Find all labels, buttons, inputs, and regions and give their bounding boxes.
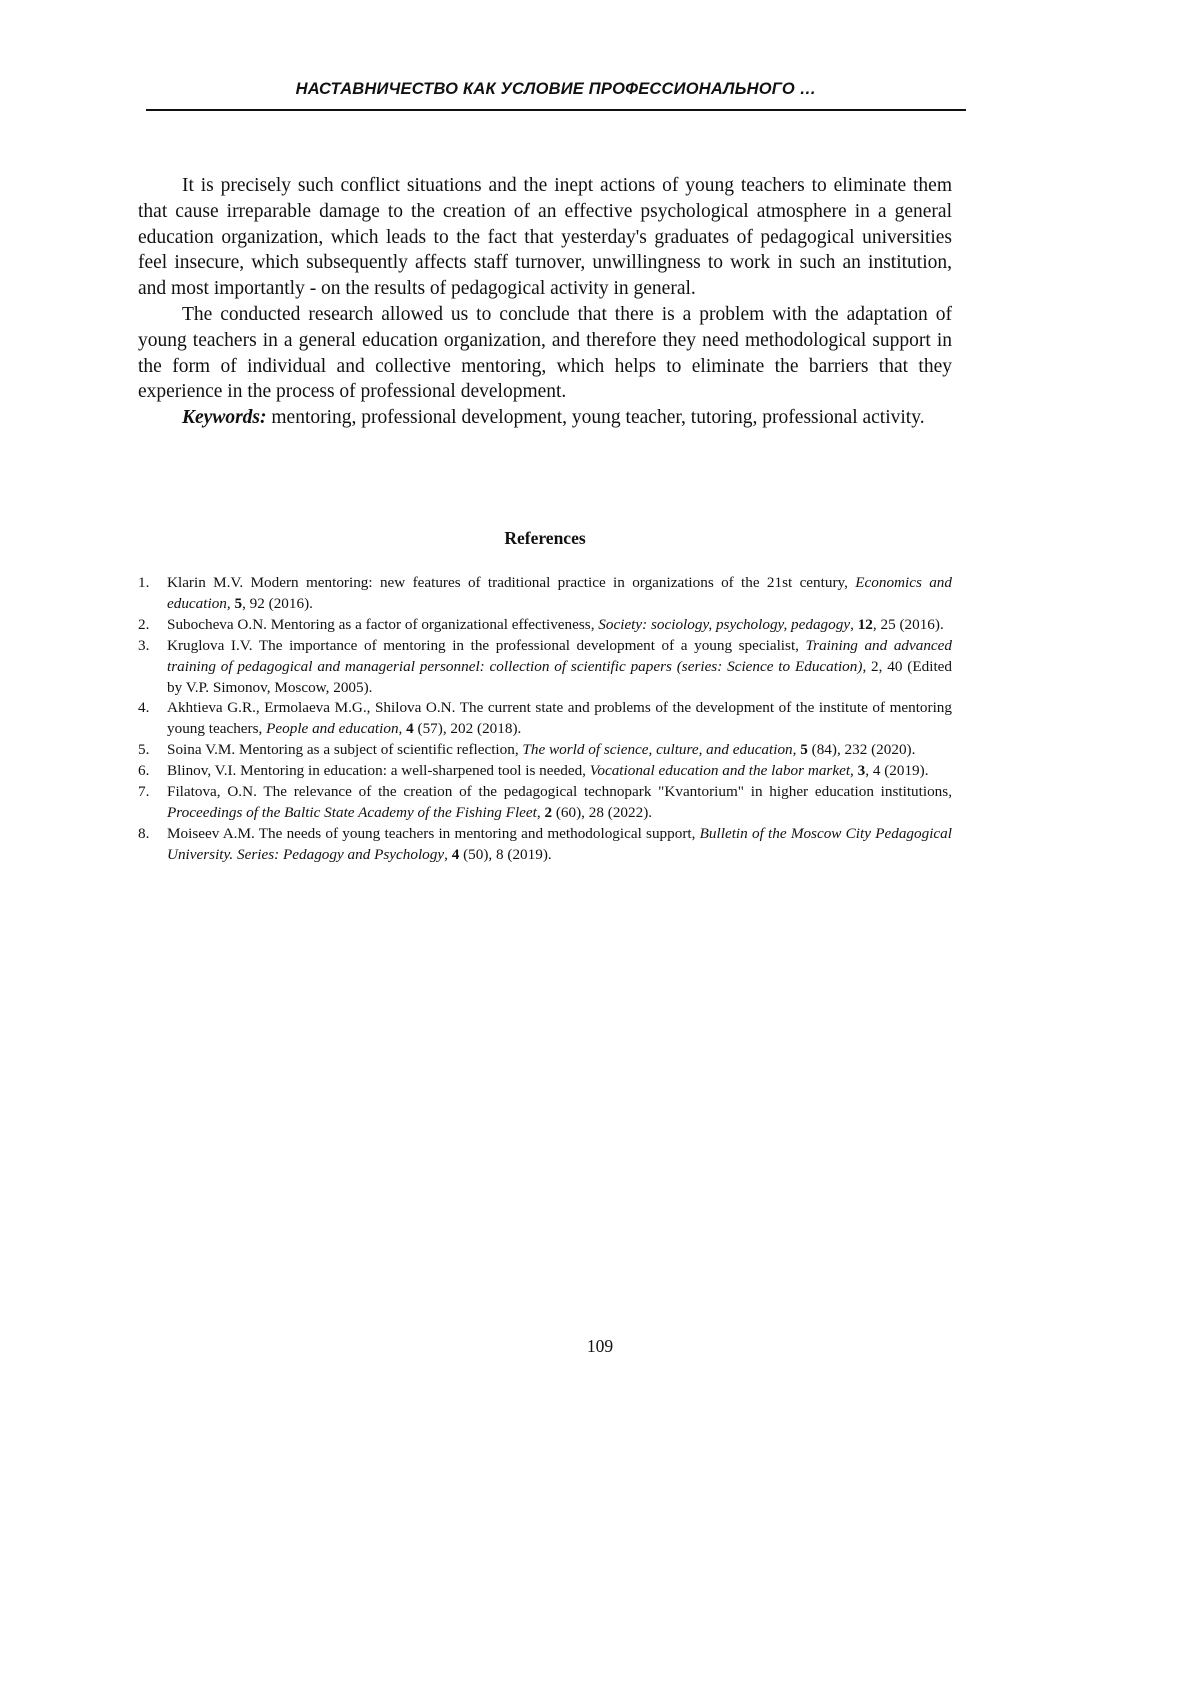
reference-journal: People and education, bbox=[266, 720, 402, 737]
body-paragraph-1: It is precisely such conflict situations and the inept actions of young teachers to eliminate them that cause irreparable damage to the creation of an effective psychological atmosphere in a general education organization, which leads to the fact that yesterday's graduates of pedagogical universities feel insecure, which subsequently affects staff turnover, unwillingness to work in such an institution, and most importantly - on the results of pedagogical activity in general. bbox=[138, 173, 952, 302]
reference-volume: 2 bbox=[544, 804, 552, 821]
reference-item bbox=[138, 740, 952, 761]
reference-number: 3. bbox=[138, 636, 149, 657]
reference-volume: 3 bbox=[858, 762, 866, 779]
reference-separator: , bbox=[227, 595, 235, 612]
reference-volume: 5 bbox=[234, 595, 242, 612]
reference-item bbox=[138, 636, 952, 699]
reference-journal: Training and advanced training of pedagogical and managerial personnel: collection of scientific papers (series: Science to Education) bbox=[167, 637, 952, 675]
reference-authors-title: Soina V.M. Mentoring as a subject of scientific reflection, bbox=[167, 741, 522, 758]
header-divider bbox=[146, 109, 966, 111]
reference-details: , 92 (2016). bbox=[242, 595, 313, 612]
reference-volume: 5 bbox=[800, 741, 808, 758]
reference-item bbox=[138, 615, 952, 636]
reference-journal: The world of science, culture, and education, bbox=[522, 741, 796, 758]
reference-authors-title: Subocheva O.N. Mentoring as a factor of organizational effectiveness, bbox=[167, 616, 598, 633]
reference-details: , 2, 40 (Edited by V.P. Simonov, Moscow, 2005). bbox=[167, 658, 952, 696]
reference-details: , 4 (2019). bbox=[865, 762, 928, 779]
reference-number: 8. bbox=[138, 824, 149, 845]
reference-details: (57), 202 (2018). bbox=[414, 720, 522, 737]
reference-item bbox=[138, 698, 952, 740]
keywords-label: Keywords: bbox=[182, 407, 267, 428]
reference-number: 5. bbox=[138, 740, 149, 761]
reference-item bbox=[138, 573, 952, 615]
article-body bbox=[138, 173, 952, 431]
reference-journal: Economics and education bbox=[167, 574, 952, 612]
body-paragraph-2: The conducted research allowed us to conclude that there is a problem with the adaptation of young teachers in a general education organization, and therefore they need methodological support in the form of individual and collective mentoring, which helps to eliminate the barriers that they experience in the process of professional development. bbox=[138, 302, 952, 405]
references-list bbox=[138, 573, 952, 866]
reference-details: (60), 28 (2022). bbox=[552, 804, 652, 821]
reference-journal: Proceedings of the Baltic State Academy of the Fishing Fleet bbox=[167, 804, 537, 821]
reference-authors-title: Kruglova I.V. The importance of mentoring in the professional development of a young specialist, bbox=[167, 637, 806, 654]
reference-authors-title: Blinov, V.I. Mentoring in education: a well-sharpened tool is needed, bbox=[167, 762, 590, 779]
reference-number: 4. bbox=[138, 698, 149, 719]
reference-separator: , bbox=[850, 616, 858, 633]
reference-number: 6. bbox=[138, 761, 149, 782]
reference-journal: Society: sociology, psychology, pedagogy bbox=[598, 616, 850, 633]
reference-journal: Vocational education and the labor market bbox=[590, 762, 850, 779]
reference-details: (84), 232 (2020). bbox=[808, 741, 916, 758]
reference-authors-title: Klarin M.V. Modern mentoring: new features of traditional practice in organizations of the 21st century, bbox=[167, 574, 855, 591]
reference-authors-title: Akhtieva G.R., Ermolaeva M.G., Shilova O.N. The current state and problems of the development of the institute of mentoring young teachers, bbox=[167, 699, 952, 737]
reference-authors-title: Moiseev A.M. The needs of young teachers in mentoring and methodological support, bbox=[167, 825, 700, 842]
keywords-text: mentoring, professional development, young teacher, tutoring, professional activity. bbox=[267, 407, 925, 428]
reference-details: , 25 (2016). bbox=[873, 616, 944, 633]
reference-journal: Bulletin of the Moscow City Pedagogical University. Series: Pedagogy and Psychology bbox=[167, 825, 952, 863]
keywords-paragraph bbox=[138, 405, 952, 431]
reference-volume: 12 bbox=[858, 616, 873, 633]
reference-volume: 4 bbox=[406, 720, 414, 737]
reference-separator: , bbox=[850, 762, 858, 779]
reference-number: 1. bbox=[138, 573, 149, 594]
reference-volume: 4 bbox=[452, 846, 460, 863]
reference-number: 2. bbox=[138, 615, 149, 636]
reference-details: (50), 8 (2019). bbox=[459, 846, 551, 863]
reference-item bbox=[138, 782, 952, 824]
reference-item bbox=[138, 761, 952, 782]
reference-item bbox=[138, 824, 952, 866]
running-header: НАСТАВНИЧЕСТВО КАК УСЛОВИЕ ПРОФЕССИОНАЛЬНОГО … bbox=[146, 80, 966, 99]
reference-separator: , bbox=[537, 804, 545, 821]
page-number: 109 bbox=[0, 1336, 1200, 1357]
reference-separator: , bbox=[444, 846, 452, 863]
references-title: References bbox=[138, 528, 952, 549]
reference-authors-title: Filatova, O.N. The relevance of the creation of the pedagogical technopark "Kvantorium" in higher education institutions, bbox=[167, 783, 952, 800]
reference-number: 7. bbox=[138, 782, 149, 803]
